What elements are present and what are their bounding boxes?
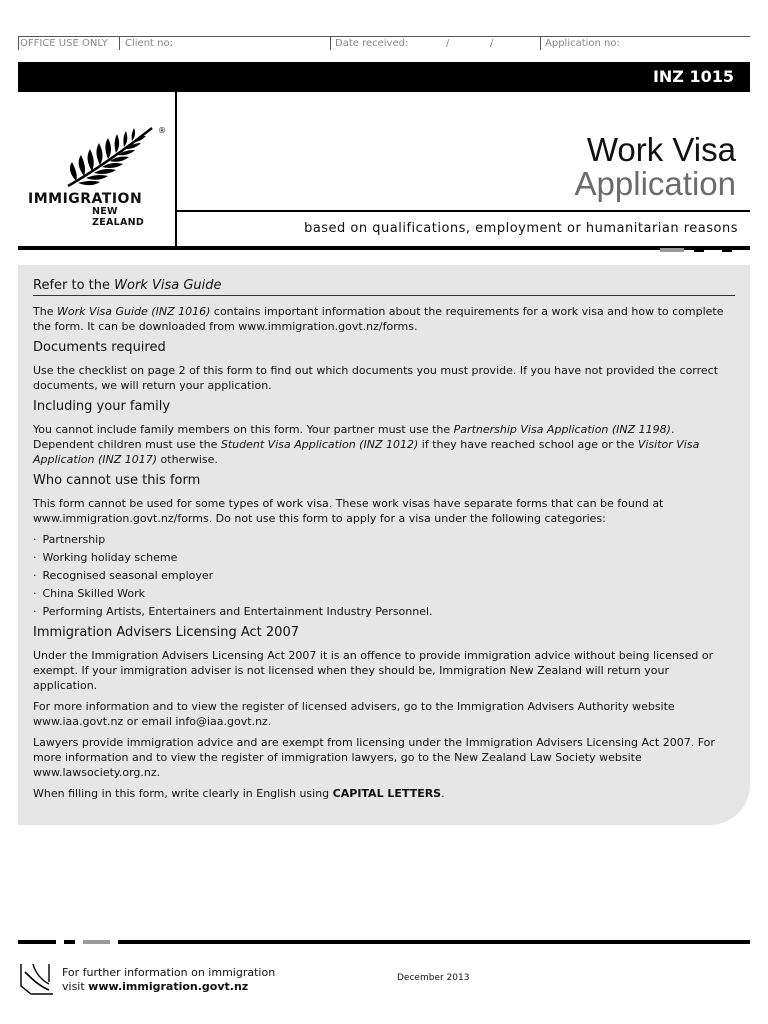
who-cannot-paragraph: This form cannot be used for some types of work visa. These work visas have separate forms that can be found at www.immigration.govt.nz/forms. Do not use this form to apply for a visa under the following categories: (33, 497, 664, 525)
date-slash: / (490, 38, 494, 49)
form-code: INZ 1015 (652, 67, 734, 86)
header-bar (18, 62, 750, 92)
logo-subtitle: NEW ZEALAND (92, 206, 145, 228)
footer-info-line: visit www.immigration.govt.nz (62, 980, 249, 993)
office-use-strip (18, 36, 750, 51)
footer-rule-gap (75, 939, 83, 945)
client-no-label: Client no: (125, 38, 173, 49)
list-item: · Recognised seasonal employer (33, 568, 735, 583)
documents-heading: Documents required (33, 340, 166, 355)
logo-wordmark: IMMIGRATION (28, 191, 143, 207)
who-cannot-heading: Who cannot use this form (33, 473, 201, 488)
advisers-paragraph: Under the Immigration Advisers Licensing Act 2007 it is an offence to provide immigration advice without being licensed or exempt. If your immigration adviser is not licensed when they should be, Immigration New Zealand will return your application. (33, 649, 714, 692)
header-rule-dash (660, 248, 684, 252)
form-title: Work Visa (586, 131, 736, 168)
refer-heading: Refer to the Work Visa Guide (33, 278, 735, 296)
header-divider-vertical (175, 92, 177, 248)
footer-date: December 2013 (397, 973, 470, 983)
list-item: · Partnership (33, 532, 735, 547)
header-rule-dash (722, 248, 732, 252)
capital-letters-emphasis: CAPITAL LETTERS (332, 787, 442, 800)
excluded-categories-list (33, 532, 735, 619)
date-received-label: Date received: (335, 38, 409, 49)
footer-fern-mark-icon (19, 960, 55, 996)
form-title-secondary: Application (574, 165, 736, 202)
family-heading: Including your family (33, 399, 171, 414)
header-rule-dash (694, 248, 704, 252)
capital-letters-paragraph: When filling in this form, write clearly in English using CAPITAL LETTERS. (33, 787, 445, 800)
footer-rule-gap (110, 939, 118, 945)
footer-info-line: For further information on immigration (62, 966, 276, 979)
documents-paragraph: Use the checklist on page 2 of this form to find out which documents you must provide. If you have not provided the correct documents, we will return your application. (33, 364, 719, 392)
footer-rule-dash (83, 940, 110, 944)
footer-rule-gap (56, 939, 64, 945)
office-use-label: OFFICE USE ONLY (20, 38, 108, 49)
list-item: · China Skilled Work (33, 586, 735, 601)
lawyers-paragraph: Lawyers provide immigration advice and are exempt from licensing under the Immigration Advisers Licensing Act 2007. For more information and to view the register of immigration lawyers, go to the New Zealand Law Society website www.lawsociety.org.nz. (33, 736, 715, 779)
registered-mark: ® (158, 126, 166, 135)
footer-rule (18, 940, 750, 944)
office-divider (540, 37, 541, 50)
title-divider (175, 210, 750, 212)
form-subtitle: based on qualifications, employment or humanitarian reasons (304, 221, 738, 236)
office-divider (18, 37, 19, 50)
refer-paragraph: The Work Visa Guide (INZ 1016) contains important information about the requirements for a work visa and how to complete the form. It can be downloaded from www.immigration.govt.nz/forms. (33, 305, 724, 333)
advisers-register-paragraph: For more information and to view the register of licensed advisers, go to the Immigration Advisers Authority website www.iaa.govt.nz or email info@iaa.govt.nz. (33, 700, 675, 728)
office-divider (119, 37, 120, 50)
application-no-label: Application no: (545, 38, 620, 49)
footer-website-link[interactable]: www.immigration.govt.nz (88, 980, 249, 993)
information-content (33, 278, 735, 807)
information-panel (18, 265, 750, 825)
header-rule (18, 246, 750, 250)
family-paragraph: You cannot include family members on this form. Your partner must use the Partnership Visa Application (INZ 1198). Dependent children must use the Student Visa Application (INZ 1012) if they have reached school age or the Visitor Visa Application (INZ 1017) otherwise. (33, 423, 700, 466)
immigration-nz-logo (26, 126, 171, 228)
silver-fern-icon (64, 126, 156, 188)
advisers-heading: Immigration Advisers Licensing Act 2007 (33, 625, 299, 640)
office-divider (330, 37, 331, 50)
guide-title: Work Visa Guide (114, 278, 222, 293)
footer-info (62, 966, 275, 994)
date-slash: / (446, 38, 450, 49)
list-item: · Performing Artists, Entertainers and Entertainment Industry Personnel. (33, 604, 735, 619)
list-item: · Working holiday scheme (33, 550, 735, 565)
